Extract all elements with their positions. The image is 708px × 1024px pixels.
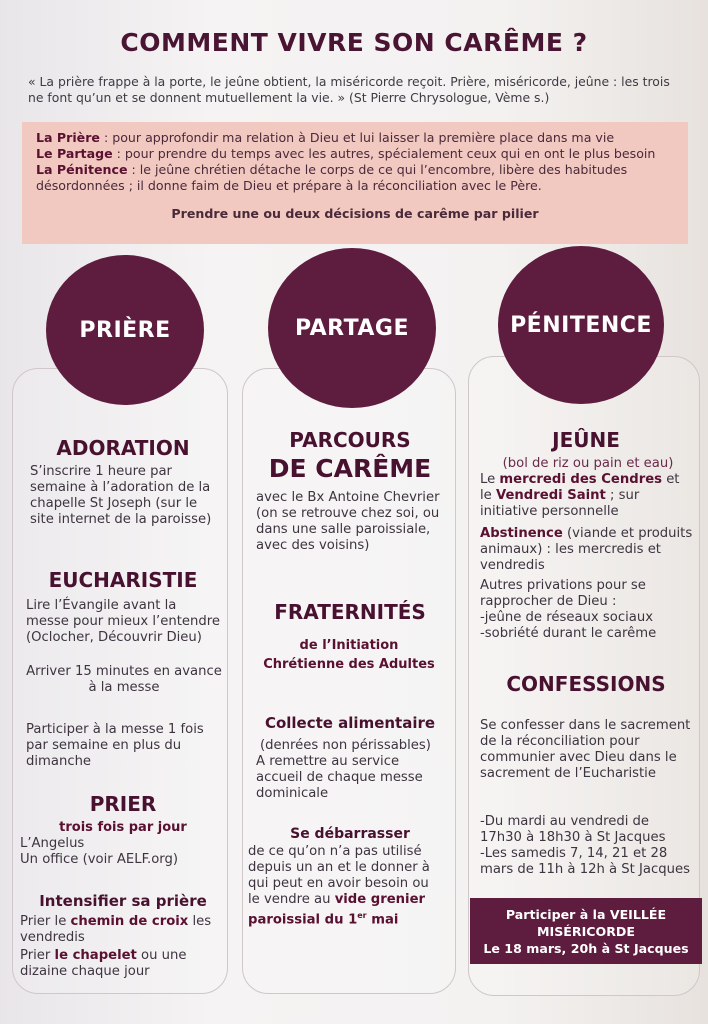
veillee-banner	[470, 898, 702, 964]
veillee-title: Participer à la VEILLÉE MISÉRICORDE	[505, 906, 667, 939]
fraternites-heading: FRATERNITÉS	[274, 600, 426, 624]
prier-sub: trois fois par jour	[59, 820, 187, 835]
intensifier-text-2: Prier le chapelet ou une dizaine chaque jour	[20, 948, 187, 979]
adoration-text: S’inscrire 1 heure par semaine à l’adoration de la chapelle St Joseph (sur le site internet de la paroisse)	[30, 464, 212, 527]
jeune-sub: (bol de riz ou pain et eau)	[502, 456, 674, 471]
jeune-text: Le mercredi des Cendres et le Vendredi Saint ; sur initiative personnelle	[480, 472, 680, 519]
collecte-text: A remettre au service accueil de chaque messe dominicale	[256, 754, 423, 801]
adoration-heading: ADORATION	[56, 436, 190, 460]
intro-decision: Prendre une ou deux décisions de carême par pilier	[171, 206, 539, 221]
quote: « La prière frappe à la porte, le jeûne obtient, la miséricorde reçoit. Prière, miséricorde, jeûne : les trois ne font qu’un et se donnent mutuellement la vie. » (St Pierre Chrysologue, Vème s.)	[28, 74, 670, 105]
intro-penitence: La Pénitence : le jeûne chrétien détache le corps de ce qui l’encombre, libère des habitudes désordonnées ; il donne faim de Dieu et prépare à la réconciliation avec le Père.	[36, 162, 628, 193]
prier-heading: PRIER	[89, 792, 157, 816]
collecte-heading: Collecte alimentaire	[264, 714, 436, 732]
page-title: COMMENT VIVRE SON CARÊME ?	[120, 28, 588, 57]
fraternites-sub: de l’Initiation Chrétienne des Adultes	[263, 638, 435, 672]
parcours-heading-2: DE CARÊME	[268, 454, 432, 483]
pillar-priere: PRIÈRE	[46, 255, 204, 405]
eucharistie-heading: EUCHARISTIE	[48, 568, 198, 592]
eucharistie-text-2: Arriver 15 minutes en avance à la messe	[26, 664, 222, 695]
parcours-text: avec le Bx Antoine Chevrier (on se retrouve chez soi, ou dans une salle paroissiale, avec des voisins)	[256, 490, 440, 553]
confessions-heading: CONFESSIONS	[506, 672, 666, 696]
collecte-sub: (denrées non périssables)	[260, 738, 431, 753]
autres-text: Autres privations pour se rapprocher de Dieu : -jeûne de réseaux sociaux -sobriété durant le carême	[480, 578, 657, 641]
confessions-text: Se confesser dans le sacrement de la réconciliation pour communier avec Dieu dans le sacrement de l’Eucharistie	[480, 718, 691, 781]
jeune-heading: JEÛNE	[552, 428, 620, 452]
parcours-heading-1: PARCOURS	[289, 428, 411, 452]
pillar-partage: PARTAGE	[268, 248, 436, 408]
prier-text: L’Angelus Un office (voir AELF.org)	[20, 836, 179, 867]
intro-partage: Le Partage : pour prendre du temps avec les autres, spécialement ceux qui en ont le plus besoin	[36, 146, 656, 161]
abstinence-text: Abstinence (viande et produits animaux) : les mercredis et vendredis	[480, 526, 693, 573]
intro-box	[22, 122, 688, 244]
horaires-text: -Du mardi au vendredi de 17h30 à 18h30 à St Jacques -Les samedis 7, 14, 21 et 28 mars de 11h à 12h à St Jacques	[480, 814, 690, 877]
veillee-date: Le 18 mars, 20h à St Jacques	[483, 940, 689, 956]
intro-priere: La Prière : pour approfondir ma relation à Dieu et lui laisser la première place dans ma vie	[36, 130, 615, 145]
pillar-penitence: PÉNITENCE	[498, 246, 664, 404]
eucharistie-text-3: Participer à la messe 1 fois par semaine en plus du dimanche	[26, 722, 204, 769]
intensifier-text-1: Prier le chemin de croix les vendredis	[20, 914, 212, 945]
debarrasser-text: de ce qu’on n’a pas utilisé depuis un an et le donner à qui peut en avoir besoin ou le vendre au vide grenier paroissial du 1er mai	[248, 844, 430, 928]
intensifier-heading: Intensifier sa prière	[39, 892, 207, 910]
eucharistie-text-1: Lire l’Évangile avant la messe pour mieux l’entendre (Oclocher, Découvrir Dieu)	[26, 598, 220, 645]
debarrasser-heading: Se débarrasser	[290, 826, 410, 842]
